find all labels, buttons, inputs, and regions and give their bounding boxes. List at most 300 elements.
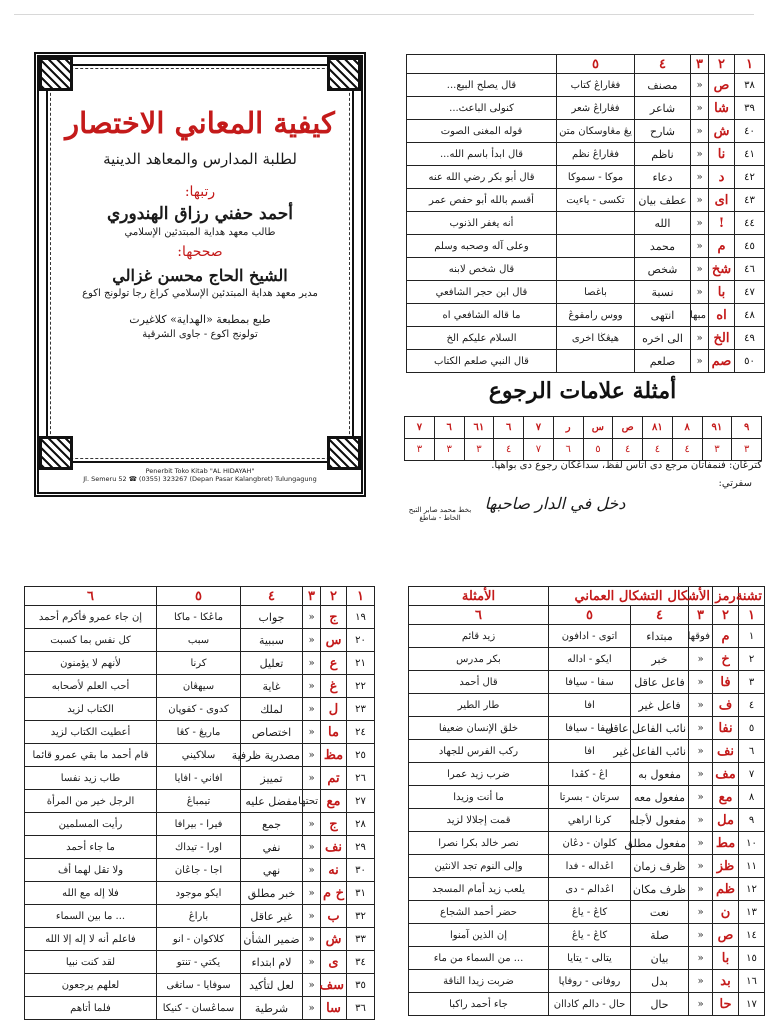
cell-javanese-meaning: افا <box>549 740 631 763</box>
cell-example: الرجل خير من المرأة <box>25 790 157 813</box>
cell-row-number: ٤٩ <box>735 327 765 350</box>
cell-meaning: انتهى <box>635 304 691 327</box>
symbol-table-bottom-left <box>24 586 375 1020</box>
cell-example: ركب الفرس للجهاد <box>409 740 549 763</box>
cell-example: خلق الإنسان ضعيفا <box>409 717 549 740</box>
cell-meaning: صلعم <box>635 350 691 373</box>
cell-ditto-mark: « <box>303 744 321 767</box>
cell-javanese-meaning: سفا - سيافا <box>549 671 631 694</box>
table-row <box>407 327 765 350</box>
example-cell: ٣ <box>464 439 494 461</box>
cell-javanese-meaning: موكا - سموكا <box>557 166 635 189</box>
cell-meaning: الله <box>635 212 691 235</box>
cell-meaning: شرطية <box>241 997 303 1020</box>
cell-example: ضربت زيدا الناقة <box>409 970 549 993</box>
cell-meaning: شارح <box>635 120 691 143</box>
cell-javanese-meaning: يتالى - يتايا <box>549 947 631 970</box>
cell-meaning: تعليل <box>241 652 303 675</box>
cell-symbol: اى <box>709 189 735 212</box>
table-row <box>407 166 765 189</box>
cell-ditto-mark: « <box>691 350 709 373</box>
header-col-3: ٣ <box>689 606 713 625</box>
cell-ditto-mark: « <box>689 993 713 1016</box>
author-name: أحمد حفني رزاق الهندوري <box>107 203 293 224</box>
cell-row-number: ٣٦ <box>347 997 375 1020</box>
table-row <box>409 924 765 947</box>
cell-ditto-mark: « <box>689 809 713 832</box>
table-row <box>25 767 375 790</box>
cell-meaning: نسبة <box>635 281 691 304</box>
cell-row-number: ٢ <box>739 648 765 671</box>
cell-row-number: ٢٧ <box>347 790 375 813</box>
table-row <box>25 997 375 1020</box>
examples-title: أمثلة علامات الرجوع <box>488 378 677 404</box>
header-col-1: ١ <box>735 55 765 74</box>
table-header-row <box>409 606 765 625</box>
examples-row-references <box>405 417 762 439</box>
cell-symbol: ظم <box>713 878 739 901</box>
cell-symbol: د <box>709 166 735 189</box>
cell-javanese-meaning: سلاكيني <box>157 744 241 767</box>
table-row <box>409 625 765 648</box>
cell-example: قال ابن حجر الشافعي <box>407 281 557 304</box>
table-header-row <box>407 55 765 74</box>
cell-example: رأيت المسلمين <box>25 813 157 836</box>
cell-ditto-mark: « <box>689 924 713 947</box>
cell-example: نصر خالد بكرا نصرا <box>409 832 549 855</box>
cell-symbol: ب <box>321 905 347 928</box>
cell-javanese-meaning: فڠاراڠ نظم <box>557 143 635 166</box>
example-cell: ٩١ <box>702 417 732 439</box>
examples-row-returns <box>405 439 762 461</box>
cell-row-number: ٥٠ <box>735 350 765 373</box>
cell-symbol: سف <box>321 974 347 997</box>
cell-javanese-meaning: اجا - جاڠان <box>157 859 241 882</box>
cell-example: أقسم بالله أبو حفص عمر <box>407 189 557 212</box>
cell-symbol: مع <box>321 790 347 813</box>
table-row <box>409 648 765 671</box>
cell-symbol: با <box>713 947 739 970</box>
cell-javanese-meaning: اتوى - ادافون <box>549 625 631 648</box>
cell-symbol: ج <box>321 606 347 629</box>
cell-example: ... من السماء من ماء <box>409 947 549 970</box>
example-cell: ٣ <box>434 439 464 461</box>
cell-meaning: لعل لتأكيد <box>241 974 303 997</box>
cell-row-number: ١٥ <box>739 947 765 970</box>
table-row <box>409 694 765 717</box>
cell-meaning: جواب <box>241 606 303 629</box>
cell-ditto-mark: « <box>303 767 321 790</box>
cell-example: لعلهم يرجعون <box>25 974 157 997</box>
cell-row-number: ١٦ <box>739 970 765 993</box>
table-row <box>25 675 375 698</box>
cell-row-number: ٤٤ <box>735 212 765 235</box>
cell-meaning: غاية <box>241 675 303 698</box>
cell-meaning: مصنف <box>635 74 691 97</box>
table-row <box>409 947 765 970</box>
example-cell: ٤ <box>672 439 702 461</box>
title-col-3: الأشكال <box>689 587 713 606</box>
table-row <box>407 212 765 235</box>
cell-meaning: الى اخره <box>635 327 691 350</box>
cell-row-number: ٣٨ <box>735 74 765 97</box>
cell-meaning: صلة <box>631 924 689 947</box>
cell-example: زيد قائم <box>409 625 549 648</box>
cell-ditto-mark: « <box>689 878 713 901</box>
publisher-name: Penerbit Toko Kitab "AL HIDAYAH" <box>145 466 255 475</box>
cell-symbol: ما <box>321 721 347 744</box>
cell-row-number: ٣٩ <box>735 97 765 120</box>
cell-row-number: ٣ <box>739 671 765 694</box>
cell-row-number: ١ <box>739 625 765 648</box>
cell-example: بكر مدرس <box>409 648 549 671</box>
table-row <box>409 832 765 855</box>
cell-javanese-meaning: كاڠ - ياڠ <box>549 901 631 924</box>
cell-row-number: ٦ <box>739 740 765 763</box>
cell-symbol: ج <box>321 813 347 836</box>
cell-javanese-meaning: فڠاراڠ شعر <box>557 97 635 120</box>
cell-row-number: ١٠ <box>739 832 765 855</box>
cell-example: ما قاله الشافعي اه <box>407 304 557 327</box>
table-row <box>25 882 375 905</box>
printer-line: طبع بمطبعة «الهداية» كلاغيرت <box>129 312 271 326</box>
cell-row-number: ٤١ <box>735 143 765 166</box>
table-row <box>409 786 765 809</box>
author-description: طالب معهد هداية المبتدئين الإسلامي <box>124 226 276 238</box>
cell-javanese-meaning: يكتي - تنتو <box>157 951 241 974</box>
cell-example: كنولى الباعث... <box>407 97 557 120</box>
title-col-2: رمز <box>713 587 739 606</box>
cell-meaning: ناظم <box>635 143 691 166</box>
cell-row-number: ٣٤ <box>347 951 375 974</box>
table-row <box>409 855 765 878</box>
cell-symbol: مع <box>713 786 739 809</box>
cell-symbol: مط <box>713 832 739 855</box>
cell-symbol: ع <box>321 652 347 675</box>
cell-row-number: ٣٥ <box>347 974 375 997</box>
cell-symbol: شا <box>709 97 735 120</box>
cell-meaning: نهي <box>241 859 303 882</box>
cell-symbol: تم <box>321 767 347 790</box>
table-row <box>25 721 375 744</box>
table-row <box>25 744 375 767</box>
header-col-1: ١ <box>347 587 375 606</box>
cell-ditto-mark: « <box>689 763 713 786</box>
example-cell: ٣ <box>702 439 732 461</box>
cell-ditto-mark: « <box>303 905 321 928</box>
table-row <box>409 717 765 740</box>
cell-symbol: خ <box>713 648 739 671</box>
cell-symbol: سا <box>321 997 347 1020</box>
table-row <box>409 671 765 694</box>
example-cell: ٤ <box>643 439 673 461</box>
cell-symbol: ش <box>709 120 735 143</box>
table-row <box>25 813 375 836</box>
example-cell: ٨١ <box>643 417 673 439</box>
cell-row-number: ١٣ <box>739 901 765 924</box>
corrector-name: الشيخ الحاج محسن غزالي <box>112 265 288 285</box>
cell-meaning: مفعول مطلق <box>631 832 689 855</box>
cell-symbol: نف <box>713 740 739 763</box>
cell-meaning: خبر <box>631 648 689 671</box>
cell-meaning: نفي <box>241 836 303 859</box>
table-row <box>407 235 765 258</box>
cell-ditto-mark: « <box>691 74 709 97</box>
cell-ditto-mark: « <box>689 671 713 694</box>
cell-symbol: مف <box>713 763 739 786</box>
examples-note: كترڠان: فنمفاتان مرجع دى اتاس لفظ، سداڠكان رجوع دى بواهپا. <box>491 460 762 471</box>
cell-ditto-mark: « <box>689 740 713 763</box>
cell-row-number: ١٩ <box>347 606 375 629</box>
cell-symbol: شخ <box>709 258 735 281</box>
cell-example: قال النبي صلعم الكتاب <box>407 350 557 373</box>
table-header-row <box>25 587 375 606</box>
printer-place: تولونج اكوع - جاوى الشرقية <box>142 328 258 340</box>
cell-ditto-mark: « <box>691 281 709 304</box>
example-cell: س <box>583 417 613 439</box>
cell-symbol: غ <box>321 675 347 698</box>
cell-row-number: ٤٢ <box>735 166 765 189</box>
cell-example: أعطيت الكتاب لزيد <box>25 721 157 744</box>
table-row <box>407 74 765 97</box>
example-cell: ٧ <box>405 417 435 439</box>
cell-example: فلما أتاهم <box>25 997 157 1020</box>
cell-row-number: ١١ <box>739 855 765 878</box>
cell-row-number: ٢٤ <box>347 721 375 744</box>
header-col-6: ٦ <box>25 587 157 606</box>
cell-example: جاء أحمد راكبا <box>409 993 549 1016</box>
table-row <box>25 652 375 675</box>
cell-ditto-mark: « <box>691 97 709 120</box>
cell-example: قام أحمد ما بقي عمرو قائما <box>25 744 157 767</box>
cell-symbol: ف <box>713 694 739 717</box>
cell-javanese-meaning: ماڠكا - ماكا <box>157 606 241 629</box>
cell-javanese-meaning: ايكو موجود <box>157 882 241 905</box>
cell-javanese-meaning: فڠاراڠ كتاب <box>557 74 635 97</box>
cell-meaning: حال <box>631 993 689 1016</box>
header-col-6: ٦ <box>409 606 549 625</box>
cell-meaning: عطف بيان <box>635 189 691 212</box>
cell-javanese-meaning: كدوى - كفوڽان <box>157 698 241 721</box>
cell-javanese-meaning: ماريڠ - كڠا <box>157 721 241 744</box>
cell-ditto-mark: « <box>689 648 713 671</box>
cell-example: قوله المغنى الصوت <box>407 120 557 143</box>
cell-ditto-mark: « <box>689 717 713 740</box>
example-cell: ٨ <box>672 417 702 439</box>
arranged-label: رتبها: <box>184 183 216 200</box>
cell-javanese-meaning: ووس رامفوڠ <box>557 304 635 327</box>
cell-ditto-mark: « <box>689 694 713 717</box>
cell-symbol: با <box>709 281 735 304</box>
table-row <box>409 970 765 993</box>
cell-meaning: مفعول به <box>631 763 689 786</box>
cell-ditto-mark: « <box>303 698 321 721</box>
header-col-2: ٢ <box>709 55 735 74</box>
cell-symbol: ى <box>321 951 347 974</box>
cell-row-number: ٢٨ <box>347 813 375 836</box>
cell-ditto-mark: « <box>303 629 321 652</box>
example-cell: ص <box>613 417 643 439</box>
header-col-5: ٥ <box>157 587 241 606</box>
title-col-4: التشكال العماني <box>549 587 689 606</box>
cell-ditto-mark: « <box>303 928 321 951</box>
cell-ditto-mark: « <box>303 675 321 698</box>
table-row <box>409 763 765 786</box>
cell-example: إن جاء عمرو فأكرم أحمد <box>25 606 157 629</box>
example-cell: ٦١ <box>464 417 494 439</box>
cell-meaning: نائب الفاعل غير <box>631 740 689 763</box>
cell-meaning: مبتداء <box>631 625 689 648</box>
cell-row-number: ٤٦ <box>735 258 765 281</box>
example-cell: ٤ <box>494 439 524 461</box>
cell-ditto-mark: « <box>691 166 709 189</box>
table-row <box>25 928 375 951</box>
cell-javanese-meaning: كلاكوان - انو <box>157 928 241 951</box>
table-title-row <box>409 587 765 606</box>
cell-meaning: فاعل غير <box>631 694 689 717</box>
header-col-3: ٣ <box>691 55 709 74</box>
cell-symbol: ن <box>713 901 739 924</box>
table-row <box>407 350 765 373</box>
cell-ditto-mark: « <box>689 970 713 993</box>
cell-symbol: ل <box>321 698 347 721</box>
cell-meaning: شاعر <box>635 97 691 120</box>
cell-row-number: ٢٩ <box>347 836 375 859</box>
cell-example: يلعب زيد أمام المسجد <box>409 878 549 901</box>
cell-javanese-meaning <box>557 258 635 281</box>
cell-row-number: ٤٠ <box>735 120 765 143</box>
cell-javanese-meaning: كاڠ - ياڠ <box>549 924 631 947</box>
cell-javanese-meaning <box>557 350 635 373</box>
cell-row-number: ٣٢ <box>347 905 375 928</box>
cell-javanese-meaning: هيڠڬا اخرى <box>557 327 635 350</box>
cell-meaning: محمد <box>635 235 691 258</box>
table-row <box>407 97 765 120</box>
table-row <box>25 606 375 629</box>
table-row <box>25 859 375 882</box>
cell-ditto-mark: « <box>691 120 709 143</box>
cell-symbol: س <box>321 629 347 652</box>
cell-example: وإلى النوم تجد الانثين <box>409 855 549 878</box>
cell-row-number: ٢١ <box>347 652 375 675</box>
cell-meaning: سببية <box>241 629 303 652</box>
cell-symbol: م <box>713 625 739 648</box>
cell-row-number: ٢٠ <box>347 629 375 652</box>
example-cell: ٧ <box>524 439 554 461</box>
book-subtitle: لطلبة المدارس والمعاهد الدينية <box>103 149 297 168</box>
cell-symbol: بد <box>713 970 739 993</box>
cell-example: السلام عليكم الخ <box>407 327 557 350</box>
header-col-4: ٤ <box>631 606 689 625</box>
cell-row-number: ٧ <box>739 763 765 786</box>
example-cell: ٣ <box>732 439 762 461</box>
table-row <box>25 790 375 813</box>
cell-ditto-mark: « <box>303 652 321 675</box>
cell-javanese-meaning: اورا - تيداك <box>157 836 241 859</box>
cell-symbol: ش <box>321 928 347 951</box>
header-col-2: ٢ <box>321 587 347 606</box>
cell-ditto-mark: « <box>303 997 321 1020</box>
cell-meaning: تمييز <box>241 767 303 790</box>
cell-symbol: نه <box>321 859 347 882</box>
cell-javanese-meaning: حال - دالم كاداان <box>549 993 631 1016</box>
example-cell: ٣ <box>405 439 435 461</box>
table-row <box>25 974 375 997</box>
cell-row-number: ٢٢ <box>347 675 375 698</box>
cell-ditto-mark: « <box>303 974 321 997</box>
cell-ditto-mark: « <box>691 212 709 235</box>
cover-content <box>64 92 336 449</box>
cell-javanese-meaning: افا <box>549 694 631 717</box>
cell-javanese-meaning: فيرا - بيرافا <box>157 813 241 836</box>
header-col-5: ٥ <box>557 55 635 74</box>
cell-javanese-meaning: باراڠ <box>157 905 241 928</box>
header-col-1: ١ <box>739 606 765 625</box>
cell-javanese-meaning: روفانى - روفاپا <box>549 970 631 993</box>
cell-meaning: مفعول معه <box>631 786 689 809</box>
table-row <box>409 809 765 832</box>
cell-javanese-meaning: كلوان - دڠان <box>549 832 631 855</box>
cell-example: لقد كنت نبيا <box>25 951 157 974</box>
book-title: كيفية المعاني الاختصار <box>65 106 335 140</box>
cell-ditto-mark: فوقها <box>689 625 713 648</box>
header-col-6 <box>407 55 557 74</box>
example-cell: ٥ <box>583 439 613 461</box>
cell-meaning: شخص <box>635 258 691 281</box>
cell-symbol: اه <box>709 304 735 327</box>
cell-ditto-mark: « <box>303 859 321 882</box>
cell-example: ضرب زيد عمرا <box>409 763 549 786</box>
cell-row-number: ٣١ <box>347 882 375 905</box>
table-body <box>409 625 765 1016</box>
publisher-address: Jl. Semeru 52 ☎ (0355) 323267 (Depan Pasar Kalangbret) Tulungagung <box>83 474 317 483</box>
cell-javanese-meaning: تكسى - ياءيت <box>557 189 635 212</box>
cell-ditto-mark: « <box>689 786 713 809</box>
table-row <box>407 258 765 281</box>
cell-ditto-mark: « <box>689 855 713 878</box>
cell-meaning: مفضل عليه <box>241 790 303 813</box>
example-cell: ٦ <box>494 417 524 439</box>
cell-row-number: ١٢ <box>739 878 765 901</box>
cell-row-number: ٥ <box>739 717 765 740</box>
cell-javanese-meaning: اڠ - كڤدا <box>549 763 631 786</box>
table-row <box>25 836 375 859</box>
cell-row-number: ٨ <box>739 786 765 809</box>
cell-row-number: ٩ <box>739 809 765 832</box>
table-body <box>407 74 765 373</box>
header-col-5: ٥ <box>549 606 631 625</box>
cell-meaning: غير عاقل <box>241 905 303 928</box>
cell-row-number: ٢٦ <box>347 767 375 790</box>
cell-row-number: ٤٨ <box>735 304 765 327</box>
cell-example: حضر أحمد الشجاع <box>409 901 549 924</box>
cell-ditto-mark: « <box>689 947 713 970</box>
cell-row-number: ٢٣ <box>347 698 375 721</box>
cell-ditto-mark: « <box>689 832 713 855</box>
cell-row-number: ٤٧ <box>735 281 765 304</box>
table-row <box>407 143 765 166</box>
cell-example: قال شخص لابنه <box>407 258 557 281</box>
cell-example: كل نفس بما كسبت <box>25 629 157 652</box>
cell-javanese-meaning: سماڠسان - كنيكا <box>157 997 241 1020</box>
cell-ditto-mark: « <box>691 258 709 281</box>
cell-ditto-mark: « <box>303 813 321 836</box>
title-col-1: تشنة <box>739 587 765 606</box>
book-cover <box>34 52 366 497</box>
table-row <box>25 698 375 721</box>
cell-symbol: ص <box>709 74 735 97</box>
cell-javanese-meaning: ايكو - اداله <box>549 648 631 671</box>
